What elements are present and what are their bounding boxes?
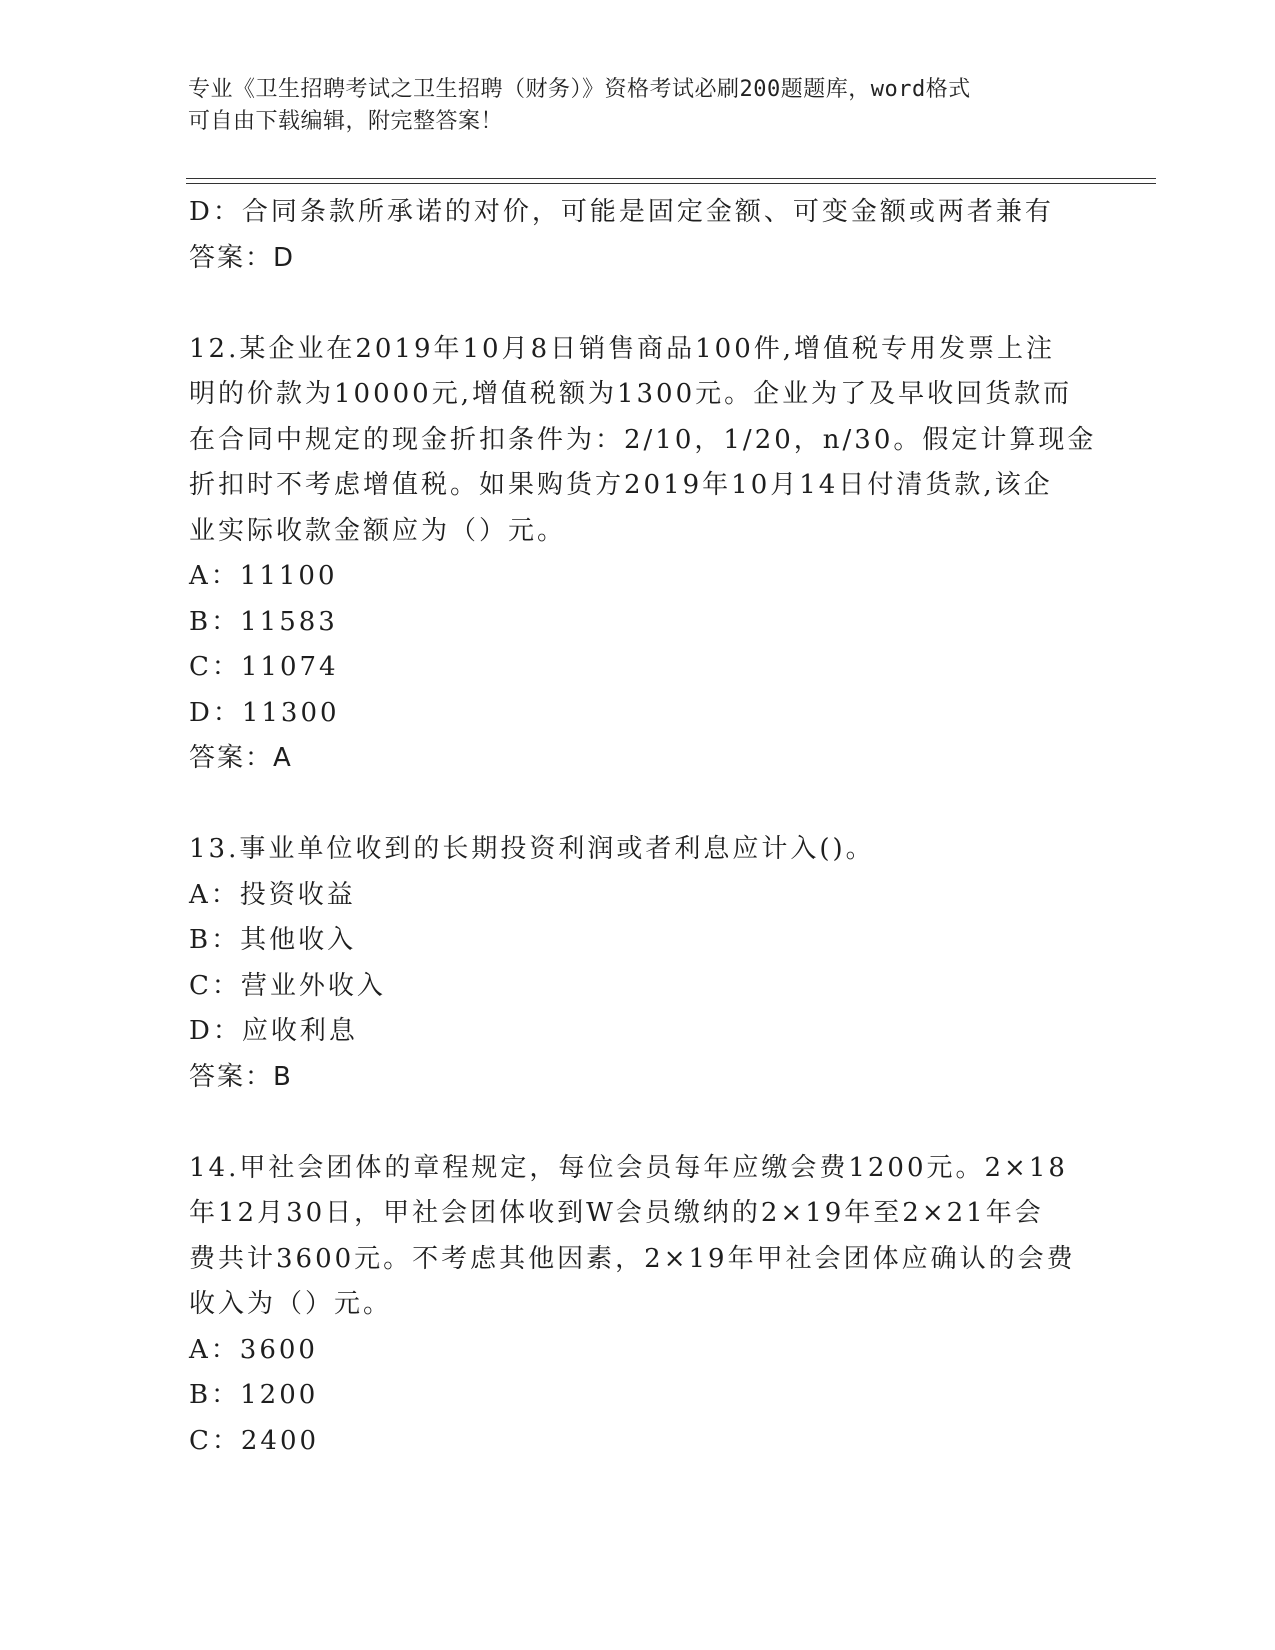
header-divider-bottom xyxy=(186,183,1156,184)
option-b: B：其他收入 xyxy=(189,925,357,955)
spacer xyxy=(189,1100,1069,1146)
option-c: C：2400 xyxy=(189,1425,320,1456)
question-text-line: 在合同中规定的现金折扣条件为：2/10，1/20，n/30。假定计算现金 xyxy=(189,424,1097,455)
option-d: D：应收利息 xyxy=(189,1016,358,1046)
question-text-line: 收入为（）元。 xyxy=(189,1289,393,1319)
header-title-line-1: 专业《卫生招聘考试之卫生招聘（财务）》资格考试必刷200题题库，word格式 xyxy=(188,77,971,102)
question-text-line: 12.某企业在2019年10月8日销售商品100件,增值税专用发票上注 xyxy=(189,333,1056,364)
answer-line: 答案：B xyxy=(189,1061,293,1092)
question-text-line: 明的价款为10000元,增值税额为1300元。企业为了及早收回货款而 xyxy=(189,379,1073,409)
option-a: A：投资收益 xyxy=(189,879,356,910)
option-a: A：11100 xyxy=(189,561,338,591)
question-text-line: 费共计3600元。不考虑其他因素，2×19年甲社会团体应确认的会费 xyxy=(189,1243,1076,1274)
question-11-tail xyxy=(189,190,1069,281)
question-14 xyxy=(189,1146,1076,1465)
option-d: D：11300 xyxy=(189,697,340,728)
option-b: B：1200 xyxy=(189,1380,319,1410)
question-13 xyxy=(189,827,1069,1100)
question-text-line: 14.甲社会团体的章程规定，每位会员每年应缴会费1200元。2×18 xyxy=(189,1152,1068,1183)
answer-line: 答案：D xyxy=(189,242,296,273)
question-text-line: 业实际收款金额应为（）元。 xyxy=(189,515,567,546)
question-content xyxy=(189,190,1097,1464)
document-header xyxy=(188,74,1068,138)
spacer xyxy=(189,281,1069,327)
option-d: D：合同条款所承诺的对价，可能是固定金额、可变金额或两者兼有 xyxy=(189,197,1054,227)
header-divider-top xyxy=(186,178,1156,179)
header-title-line-2: 可自由下载编辑，附完整答案！ xyxy=(188,109,504,134)
question-text-line: 13.事业单位收到的长期投资利润或者利息应计入()。 xyxy=(189,834,875,864)
spacer xyxy=(189,782,1069,828)
option-b: B：11583 xyxy=(189,606,338,637)
option-c: C：11074 xyxy=(189,652,339,682)
option-a: A：3600 xyxy=(189,1334,318,1365)
question-text-line: 年12月30日，甲社会团体收到W会员缴纳的2×19年至2×21年会 xyxy=(189,1198,1044,1228)
question-12 xyxy=(189,327,1097,782)
option-c: C：营业外收入 xyxy=(189,970,386,1001)
question-text-line: 折扣时不考虑增值税。如果购货方2019年10月14日付清货款,该企 xyxy=(189,470,1053,500)
answer-line: 答案：A xyxy=(189,743,293,773)
